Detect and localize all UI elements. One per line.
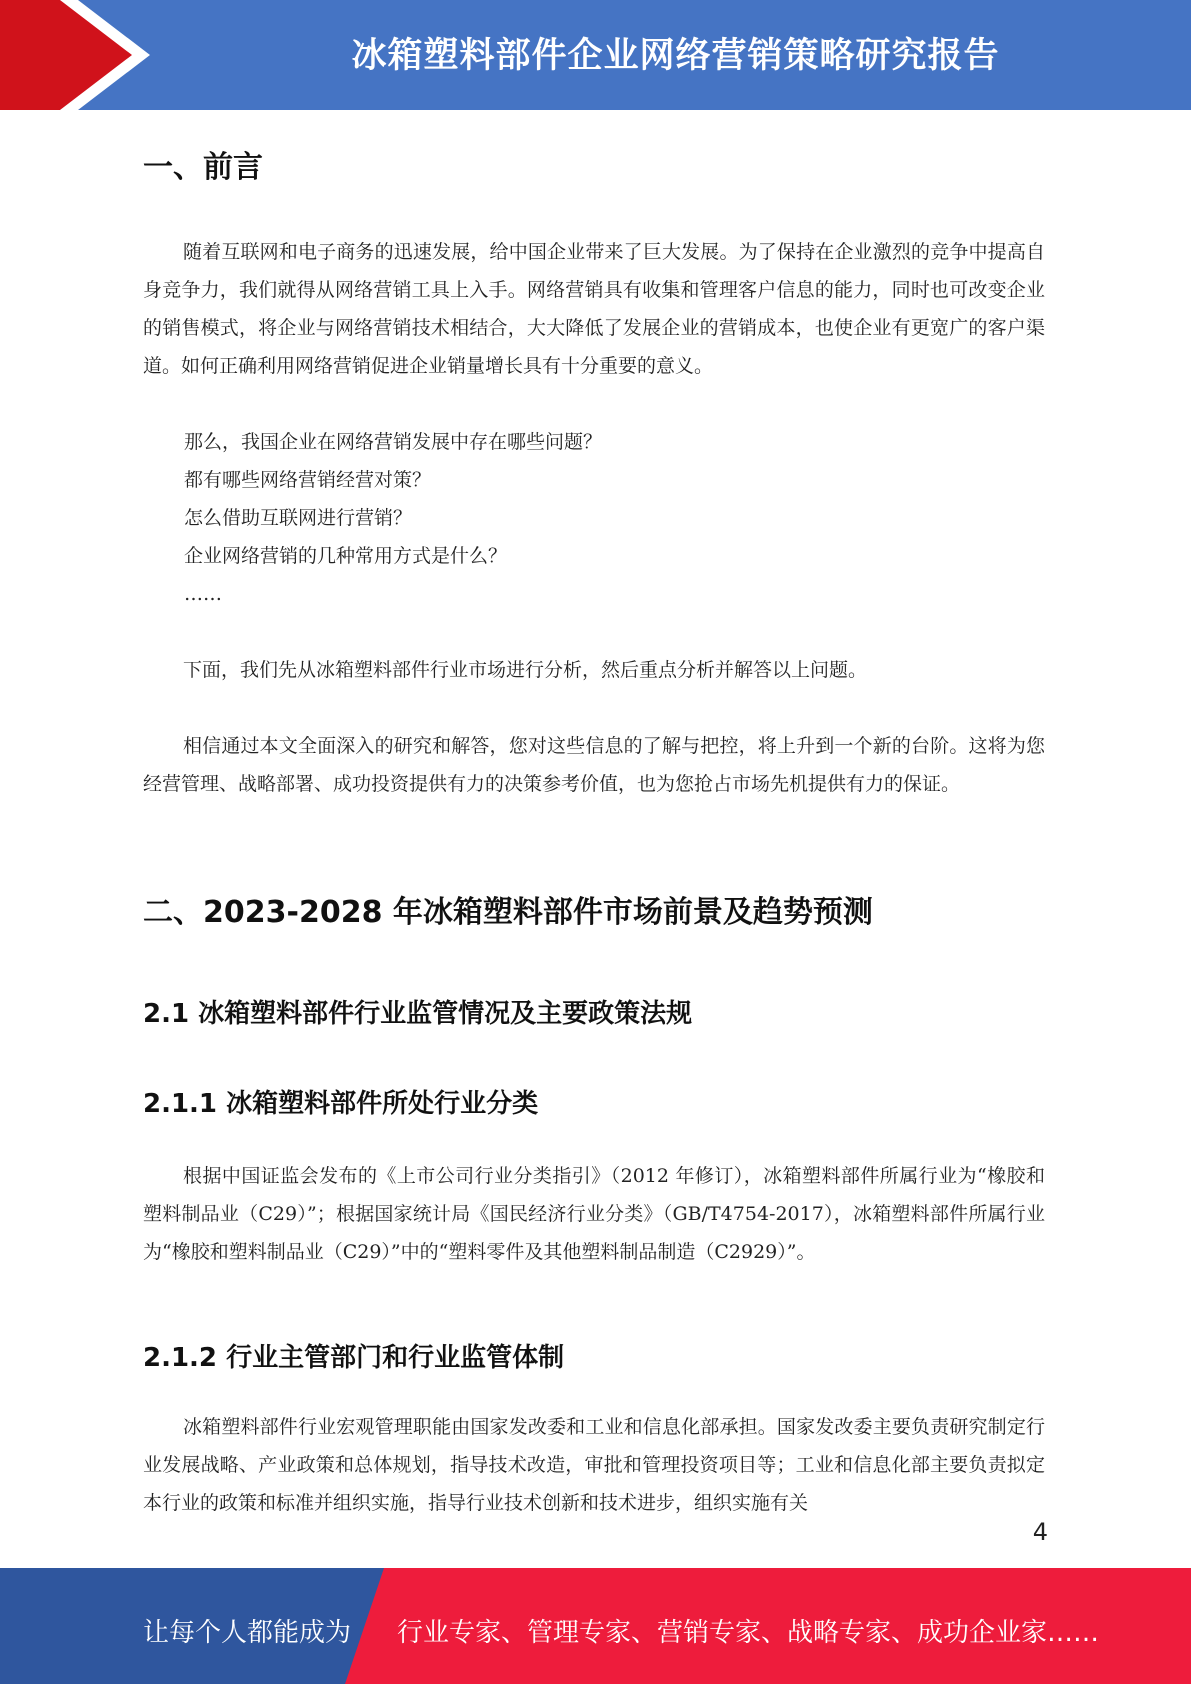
header-banner: [0, 0, 1191, 110]
industry-classification-paragraph: 根据中国证监会发布的《上市公司行业分类指引》（2012 年修订），冰箱塑料部件所属行业为“橡胶和塑料制品业（C29）”；根据国家统计局《国民经济行业分类》（GB/T4754-2017），冰箱塑料部件所属行业为“橡胶和塑料制品业（C29）”中的“塑料零件及其他塑料制品制造（C2929）”。: [143, 1165, 1045, 1263]
footer-slogan-right: 行业专家、管理专家、营销专家、战略专家、成功企业家……: [397, 1618, 1100, 1648]
question-item: 那么，我国企业在网络营销发展中存在哪些问题？: [184, 431, 603, 453]
question-item: 怎么借助互联网进行营销？: [184, 507, 413, 529]
subsection-heading-2-1-2: 2.1.2 行业主管部门和行业监管体制: [143, 1343, 565, 1373]
preface-paragraph-1: 随着互联网和电子商务的迅速发展，给中国企业带来了巨大发展。为了保持在企业激烈的竞争中提高自身竞争力，我们就得从网络营销工具上入手。网络营销具有收集和管理客户信息的能力，同时也可改变企业的销售模式，将企业与网络营销技术相结合，大大降低了发展企业的营销成本，也使企业有更宽广的客户渠道。如何正确利用网络营销促进企业销量增长具有十分重要的意义。: [143, 241, 1045, 377]
footer-banner: [0, 1568, 1191, 1684]
section-heading-preface: 一、前言: [143, 150, 263, 185]
footer-slogan-left: 让每个人都能成为: [143, 1618, 352, 1648]
section-heading-market-forecast: 二、2023-2028 年冰箱塑料部件市场前景及趋势预测: [143, 895, 873, 930]
question-item: 企业网络营销的几种常用方式是什么？: [184, 545, 508, 567]
report-title: 冰箱塑料部件企业网络营销策略研究报告: [351, 36, 1000, 76]
subsection-heading-2-1-1: 2.1.1 冰箱塑料部件所处行业分类: [143, 1089, 539, 1119]
page-number: 4: [1032, 1518, 1048, 1546]
question-item: 都有哪些网络营销经营对策？: [184, 469, 432, 491]
subsection-heading-2-1: 2.1 冰箱塑料部件行业监管情况及主要政策法规: [143, 999, 693, 1029]
question-item: ……: [184, 583, 222, 605]
question-list: [184, 423, 602, 613]
regulatory-system-paragraph: 冰箱塑料部件行业宏观管理职能由国家发改委和工业和信息化部承担。国家发改委主要负责研究制定行业发展战略、产业政策和总体规划，指导技术改造，审批和管理投资项目等；工业和信息化部主要负责拟定本行业的政策和标准并组织实施，指导行业技术创新和技术进步，组织实施有关: [143, 1416, 1045, 1514]
preface-paragraph-2: 下面，我们先从冰箱塑料部件行业市场进行分析，然后重点分析并解答以上问题。: [183, 659, 868, 681]
preface-paragraph-3: 相信通过本文全面深入的研究和解答，您对这些信息的了解与把控，将上升到一个新的台阶。这将为您经营管理、战略部署、成功投资提供有力的决策参考价值，也为您抢占市场先机提供有力的保证。: [143, 735, 1045, 795]
